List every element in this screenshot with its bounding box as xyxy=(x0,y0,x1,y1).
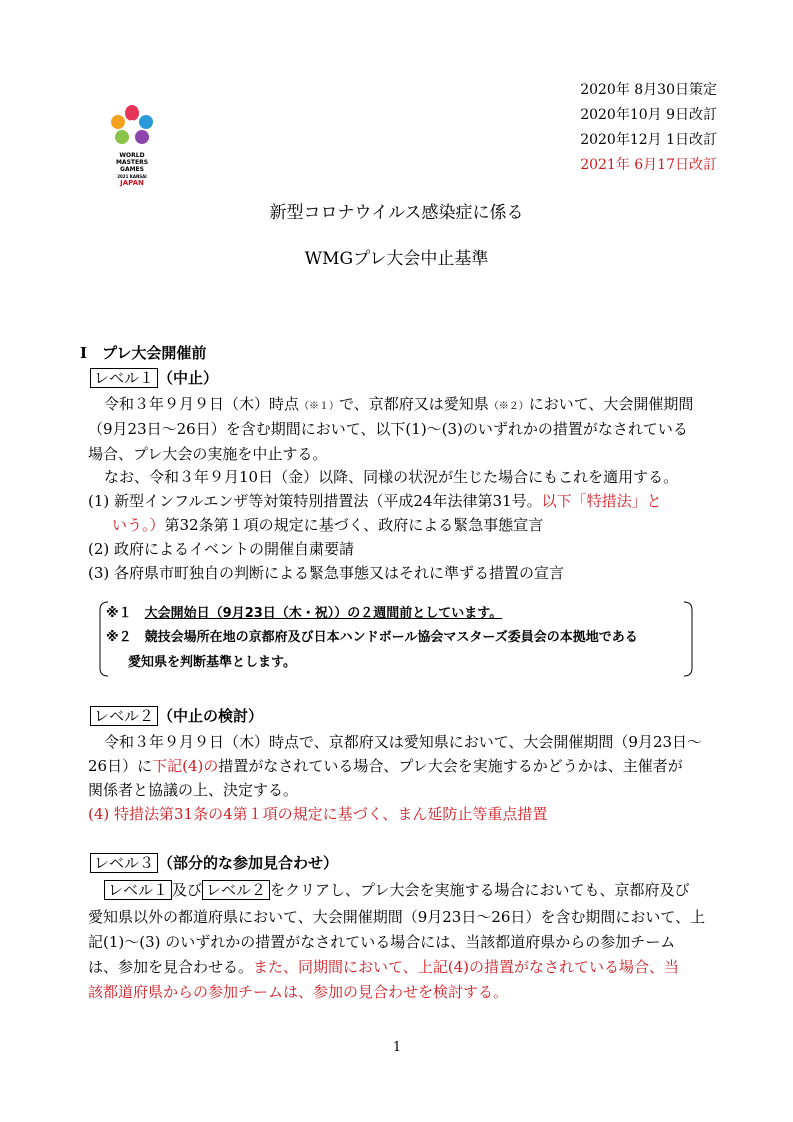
note-3: 愛知県を判断基準とします。 xyxy=(128,655,296,670)
level3-suffix: （部分的な参加見合わせ） xyxy=(158,854,339,872)
note-ref-1: （※１） xyxy=(299,401,340,412)
level1-para-line2: （9月23日～26日）を含む期間において、以下(1)～(3)のいずれかの措置がなされている xyxy=(88,420,688,438)
level3-para-line2: 愛知県以外の都道府県において、大会開催期間（9月23日～26日）を含む期間において、上 xyxy=(88,908,706,926)
level2-heading xyxy=(90,705,263,727)
note-2-mark: ※２ xyxy=(106,630,132,645)
level1-item1-line1 xyxy=(88,490,662,512)
date-revised-3: 2021年 6月17日改訂 xyxy=(580,157,717,173)
note-1-text: 大会開始日（9月23日（木・祝））の２週間前としています。 xyxy=(144,606,503,621)
level1-para-line1 xyxy=(104,393,693,418)
level2-text-red: 下記(4)の xyxy=(152,757,219,775)
level3-text-tail: をクリアし、プレ大会を実施する場合においても、京都府及び xyxy=(270,881,690,899)
level3-heading xyxy=(90,852,338,874)
level1-item2: (2) 政府によるイベントの開催自粛要請 xyxy=(88,540,355,558)
wmg-logo xyxy=(106,104,158,187)
level3-label: レベル３ xyxy=(90,853,158,873)
note-1-mark: ※１ xyxy=(106,606,132,621)
level3-para-line5: 該都道府県からの参加チームは、参加の見合わせを検討する。 xyxy=(88,983,509,1001)
level3-text-red: また、同期間において、上記(4)の措置がなされている場合、当 xyxy=(253,958,679,976)
note-2-text: 競技会場所在地の京都府及び日本ハンドボール協会マスターズ委員会の本拠地である xyxy=(144,630,638,645)
level2-label: レベル２ xyxy=(90,706,158,726)
level3-ref-level1: レベル１ xyxy=(104,880,172,900)
notes-box xyxy=(98,600,694,678)
level2-para-line1: 令和３年９月９日（木）時点で、京都府又は愛知県において、大会開催期間（9月23日～ xyxy=(104,733,703,751)
item1-text-a: (1) 新型インフルエンザ等対策特別措置法（平成24年法律第31号。 xyxy=(88,492,542,510)
date-revised-2: 2020年12月 1日改訂 xyxy=(580,132,717,148)
level1-para-line3: 場合、プレ大会の実施を中止する。 xyxy=(88,445,328,463)
logo-text-kansai: 2021 KANSAI xyxy=(117,174,147,179)
date-established: 2020年 8月30日策定 xyxy=(580,82,717,98)
level1-text-a: 令和３年９月９日（木）時点 xyxy=(104,395,300,413)
level3-para-line3: 記(1)～(3) のいずれかの措置がなされている場合には、当該都道府県からの参加チーム xyxy=(88,933,676,951)
level1-text-b: で、京都府又は愛知県 xyxy=(339,395,489,413)
item1-text-b: 第32条第１項の規定に基づく、政府による緊急事態宣言 xyxy=(164,516,544,534)
note-2 xyxy=(106,628,638,648)
page-title-line1: 新型コロナウイルス感染症に係る xyxy=(269,203,524,223)
logo-text-world: WORLD xyxy=(119,152,145,159)
level2-para-line3: 関係者と協議の上、決定する。 xyxy=(88,781,299,799)
flower-logo-icon xyxy=(106,104,158,148)
level1-para-line4: なお、令和３年９月10日（金）以降、同様の状況が生じた場合にもこれを適用する。 xyxy=(104,468,679,486)
level2-suffix: （中止の検討） xyxy=(158,707,264,725)
level2-text-a: 26日）に xyxy=(88,757,153,775)
level3-para-line4 xyxy=(88,956,679,978)
logo-text-japan: JAPAN xyxy=(120,179,144,187)
page-title-line2: WMGプレ大会中止基準 xyxy=(304,249,489,269)
logo-text-games: GAMES xyxy=(120,166,144,173)
level1-item3: (3) 各府県市町独自の判断による緊急事態又はそれに準ずる措置の宣言 xyxy=(88,564,565,582)
level2-item4: (4) 特措法第31条の4第１項の規定に基づく、まん延防止等重点措置 xyxy=(88,805,548,823)
level1-item1-line2 xyxy=(112,514,543,536)
level3-and: 及び xyxy=(172,881,203,899)
item1-text-red2: いう。） xyxy=(112,516,165,534)
level1-suffix: （中止） xyxy=(158,369,219,387)
level1-text-c: において、大会開催期間 xyxy=(528,395,694,413)
revision-dates xyxy=(580,78,717,178)
section-heading: Ⅰ プレ大会開催前 xyxy=(80,344,207,362)
level3-ref-level2: レベル２ xyxy=(202,880,270,900)
date-revised-1: 2020年10月 9日改訂 xyxy=(580,107,717,123)
page-number: 1 xyxy=(392,1040,402,1055)
level2-para-line2 xyxy=(88,755,683,777)
level1-heading xyxy=(90,367,218,389)
note-1 xyxy=(106,604,502,624)
level3-text-a: は、参加を見合わせる。 xyxy=(88,958,254,976)
logo-text-masters: MASTERS xyxy=(115,159,149,166)
item1-text-red: 以下「特措法」と xyxy=(541,492,662,510)
level3-para-line1 xyxy=(104,879,689,901)
note-ref-2: （※２） xyxy=(488,401,529,412)
level1-label: レベル１ xyxy=(90,368,158,388)
level2-text-b: 措置がなされている場合、プレ大会を実施するかどうかは、主催者が xyxy=(218,757,683,775)
